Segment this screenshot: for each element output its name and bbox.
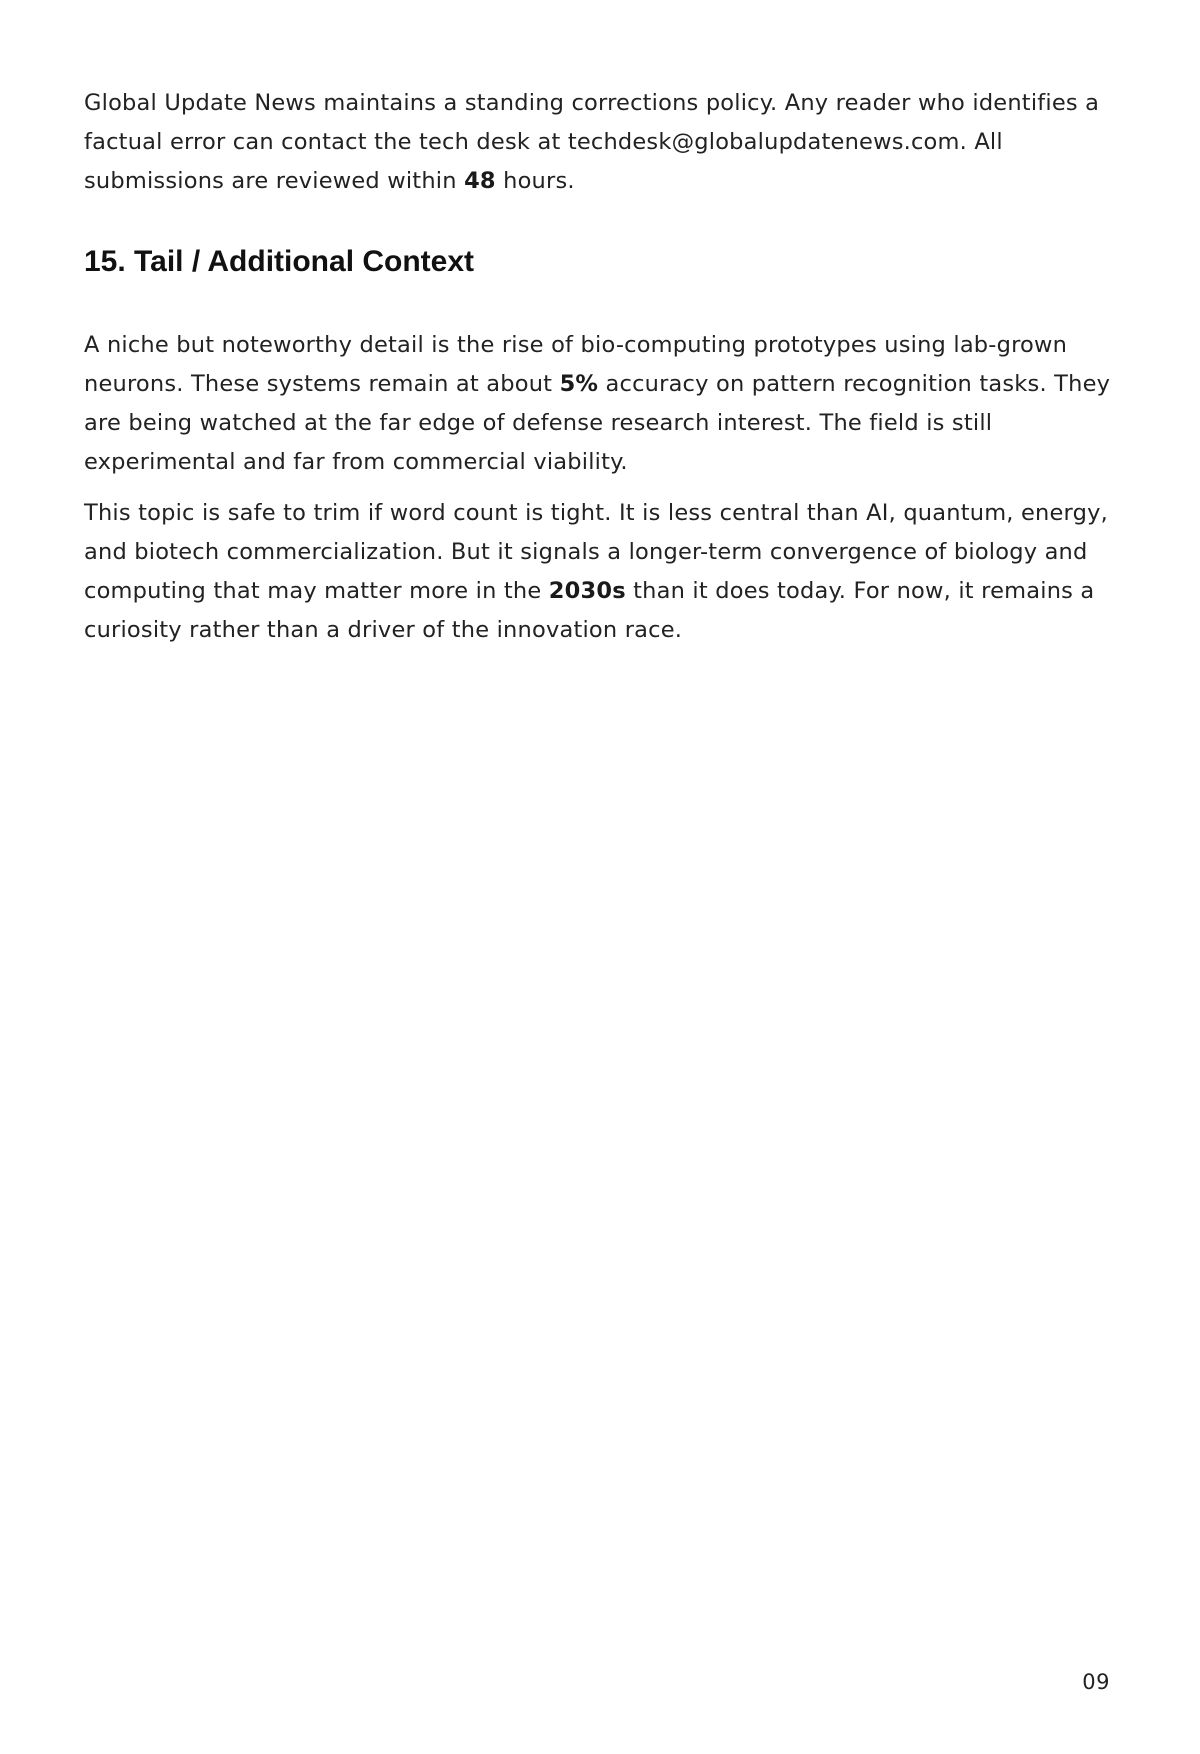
corrections-text-start: Global Update News maintains a standing corrections policy. Any reader who identifies a factual error can contact the tech desk at techdesk@globalupdatenews.com. All submissions are reviewed within xyxy=(84,90,1100,194)
bio-computing-text-start: A niche but noteworthy detail is the rise of bio-computing prototypes using lab-grown neurons. These systems remain at about xyxy=(84,332,1068,397)
section-heading: 15. Tail / Additional Context xyxy=(84,245,475,278)
corrections-policy-paragraph xyxy=(84,84,1119,201)
page-number: 09 xyxy=(1082,1670,1110,1694)
bio-computing-text-end: accuracy on pattern recognition tasks. They are being watched at the far edge of defense research interest. The field is still experimental and far from commercial viability. xyxy=(84,371,1111,475)
corrections-text-end: hours. xyxy=(495,168,575,194)
trim-note-text-start: This topic is safe to trim if word count is tight. It is less central than AI, quantum, energy, and biotech commercialization. But it signals a longer-term convergence of biology and computing that may matter more in the xyxy=(84,500,1108,604)
document-page xyxy=(84,84,1119,650)
decade-value: 2030s xyxy=(548,578,626,604)
trim-note-text-end: than it does today. For now, it remains a curiosity rather than a driver of the innovation race. xyxy=(84,578,1095,643)
trim-note-paragraph xyxy=(84,494,1119,650)
review-hours-value: 48 xyxy=(464,168,496,194)
accuracy-value: 5% xyxy=(559,371,599,397)
bio-computing-paragraph xyxy=(84,326,1119,482)
